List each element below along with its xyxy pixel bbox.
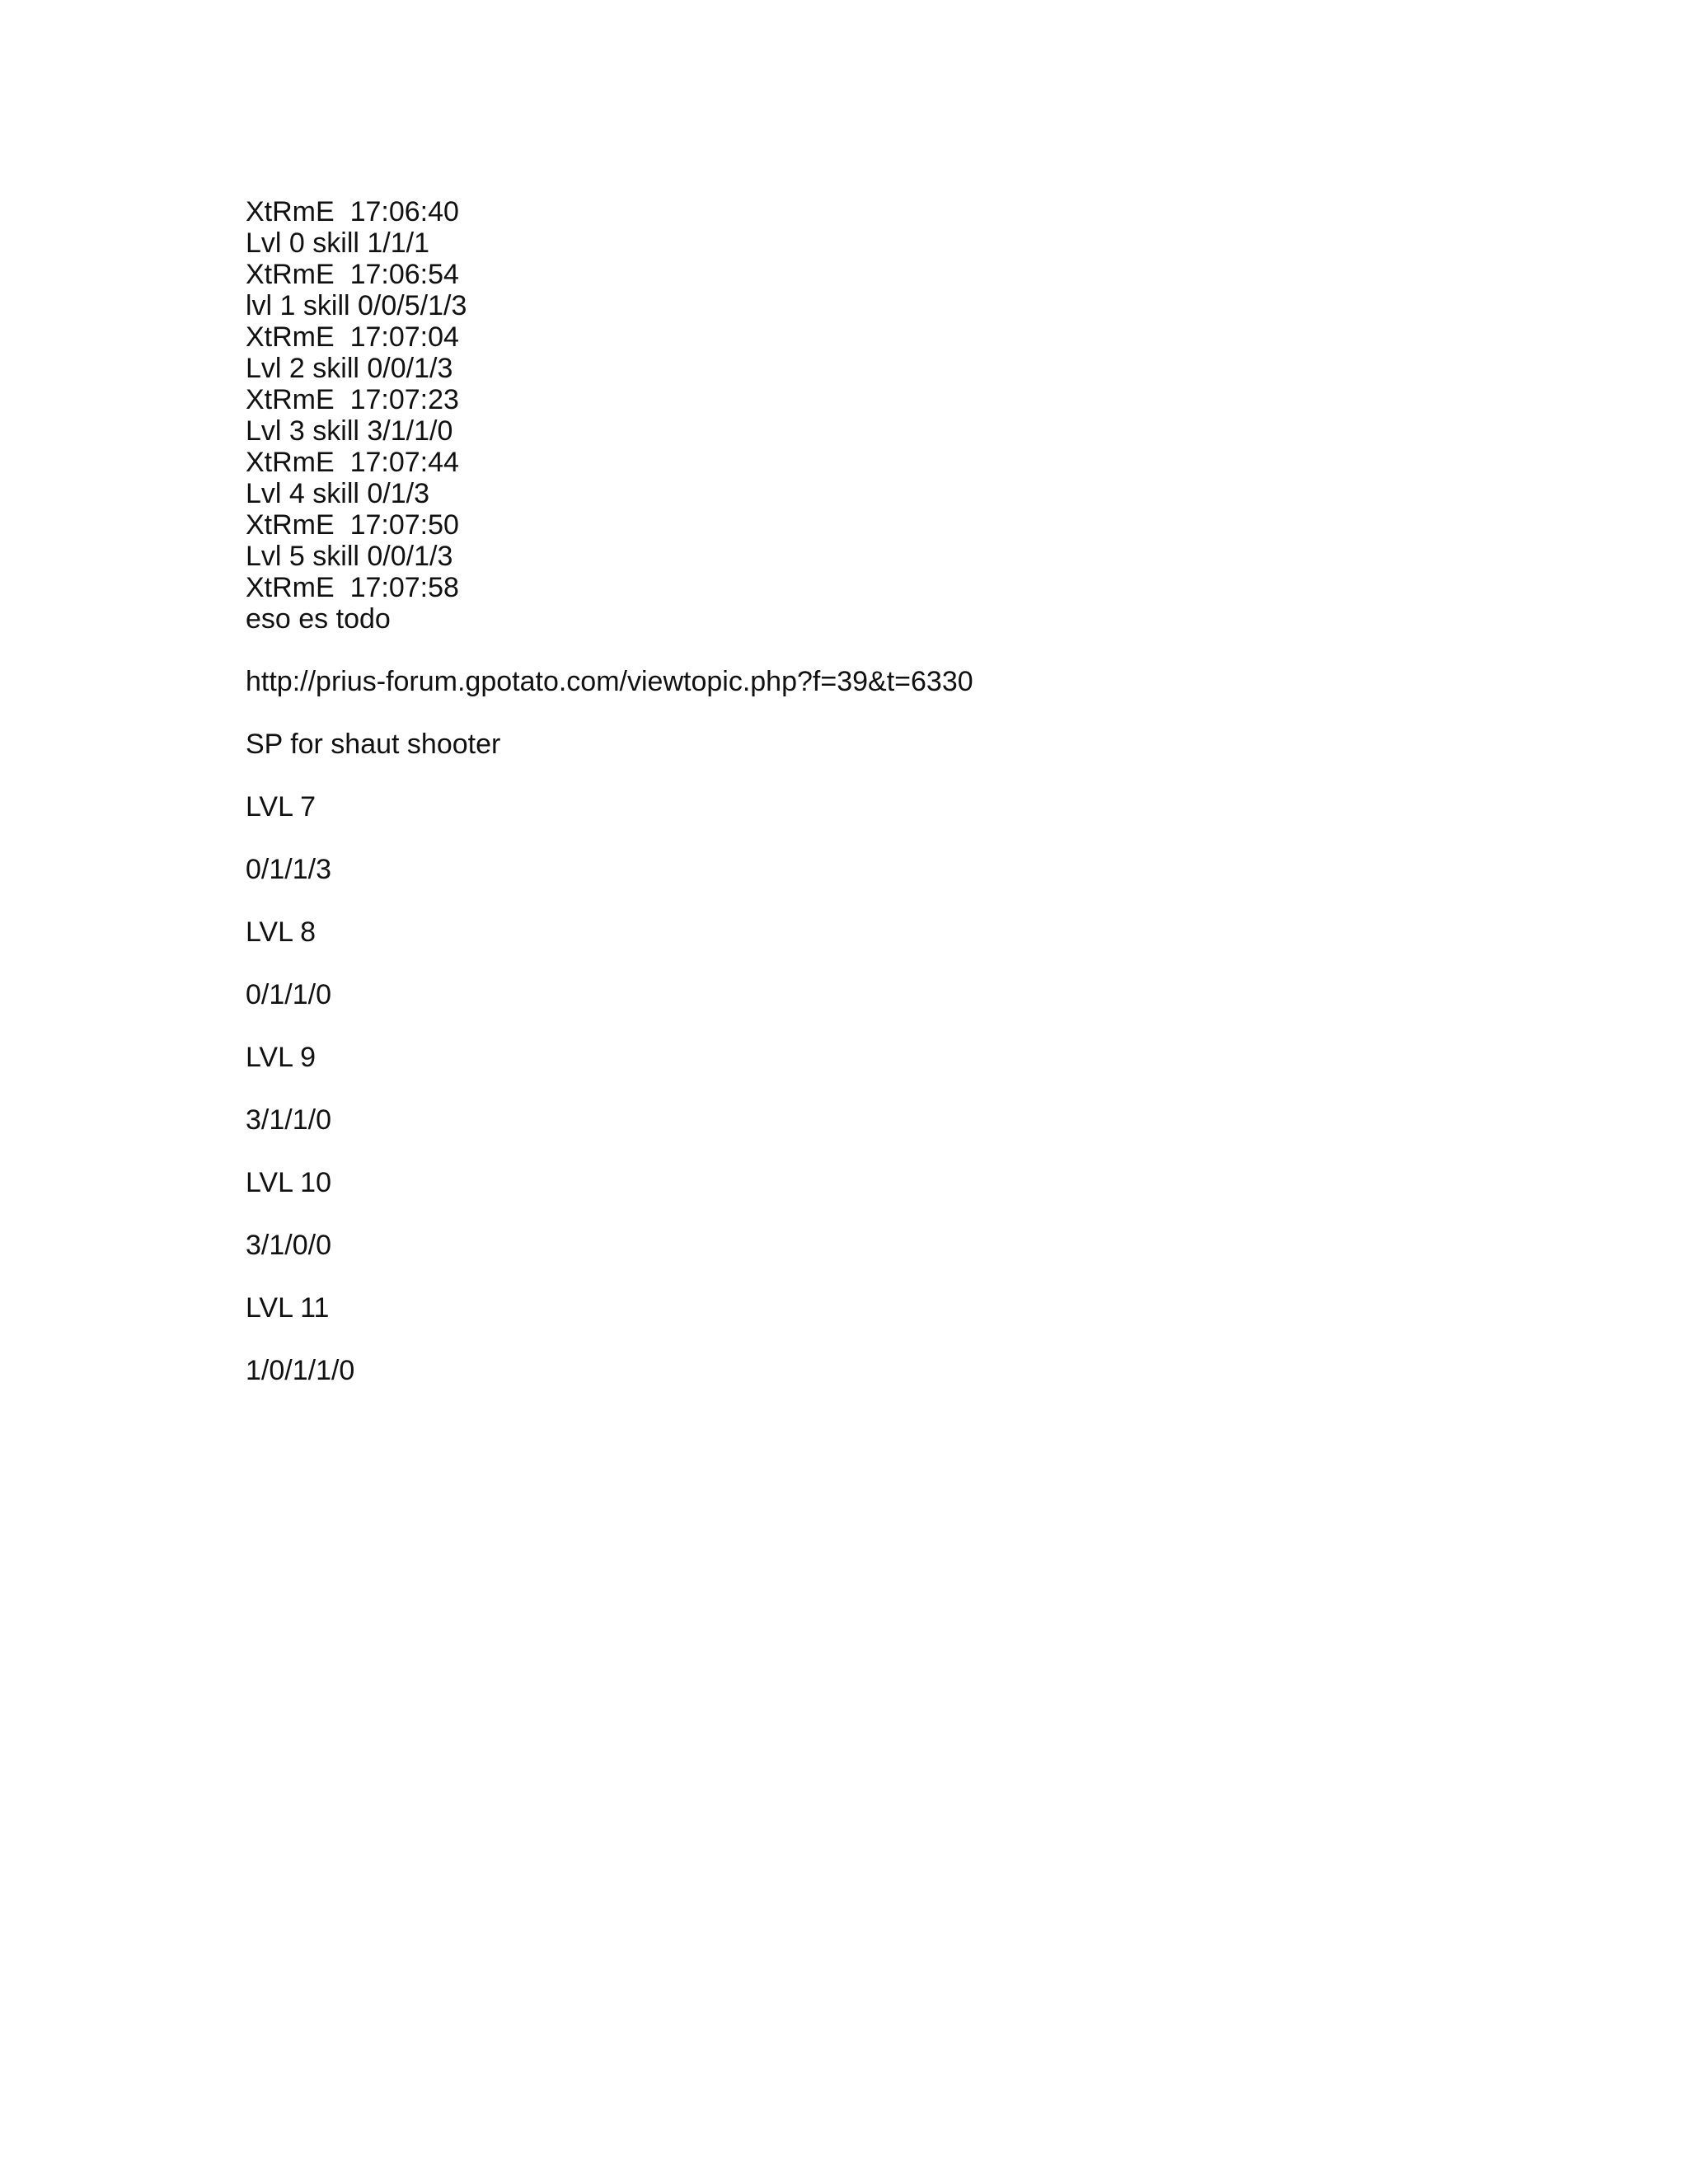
level-skill: 3/1/0/0 [246, 1230, 331, 1261]
level-label: LVL 10 [246, 1167, 331, 1198]
level-skill: 1/0/1/1/0 [246, 1355, 355, 1386]
chat-log [246, 196, 1564, 635]
level-label: LVL 9 [246, 1042, 316, 1073]
log-line: Lvl 0 skill 1/1/1 [246, 227, 429, 259]
log-line: eso es todo [246, 603, 391, 635]
log-line: Lvl 4 skill 0/1/3 [246, 478, 429, 509]
level-label: LVL 7 [246, 791, 316, 823]
blank-line [246, 1261, 1564, 1292]
log-line: Lvl 3 skill 3/1/1/0 [246, 415, 453, 447]
level-label: LVL 8 [246, 916, 316, 948]
forum-link: http://prius-forum.gpotato.com/viewtopic.php?f=39&t=6330 [246, 666, 973, 697]
log-line: XtRmE 17:06:40 [246, 196, 459, 227]
blank-line [246, 1324, 1564, 1355]
log-line: XtRmE 17:07:44 [246, 447, 459, 478]
level-list [246, 760, 1564, 1386]
blank-line [246, 760, 1564, 791]
level-skill: 3/1/1/0 [246, 1104, 331, 1136]
blank-line [246, 1010, 1564, 1042]
log-line: XtRmE 17:07:58 [246, 572, 459, 603]
log-line: XtRmE 17:07:50 [246, 509, 459, 541]
level-label: LVL 11 [246, 1292, 330, 1324]
document-body [246, 196, 1564, 1386]
log-line: lvl 1 skill 0/0/5/1/3 [246, 290, 467, 321]
blank-line [246, 697, 1564, 729]
log-line: Lvl 5 skill 0/0/1/3 [246, 541, 453, 572]
blank-line [246, 1073, 1564, 1104]
blank-line [246, 948, 1564, 979]
blank-line [246, 1136, 1564, 1167]
level-skill: 0/1/1/3 [246, 854, 331, 885]
log-line: XtRmE 17:06:54 [246, 259, 459, 290]
log-line: Lvl 2 skill 0/0/1/3 [246, 353, 453, 384]
log-line: XtRmE 17:07:04 [246, 321, 459, 353]
blank-line [246, 1198, 1564, 1230]
level-skill: 0/1/1/0 [246, 979, 331, 1010]
blank-line [246, 885, 1564, 916]
blank-line [246, 823, 1564, 854]
log-line: XtRmE 17:07:23 [246, 384, 459, 415]
section-heading: SP for shaut shooter [246, 729, 501, 760]
blank-line [246, 635, 1564, 666]
